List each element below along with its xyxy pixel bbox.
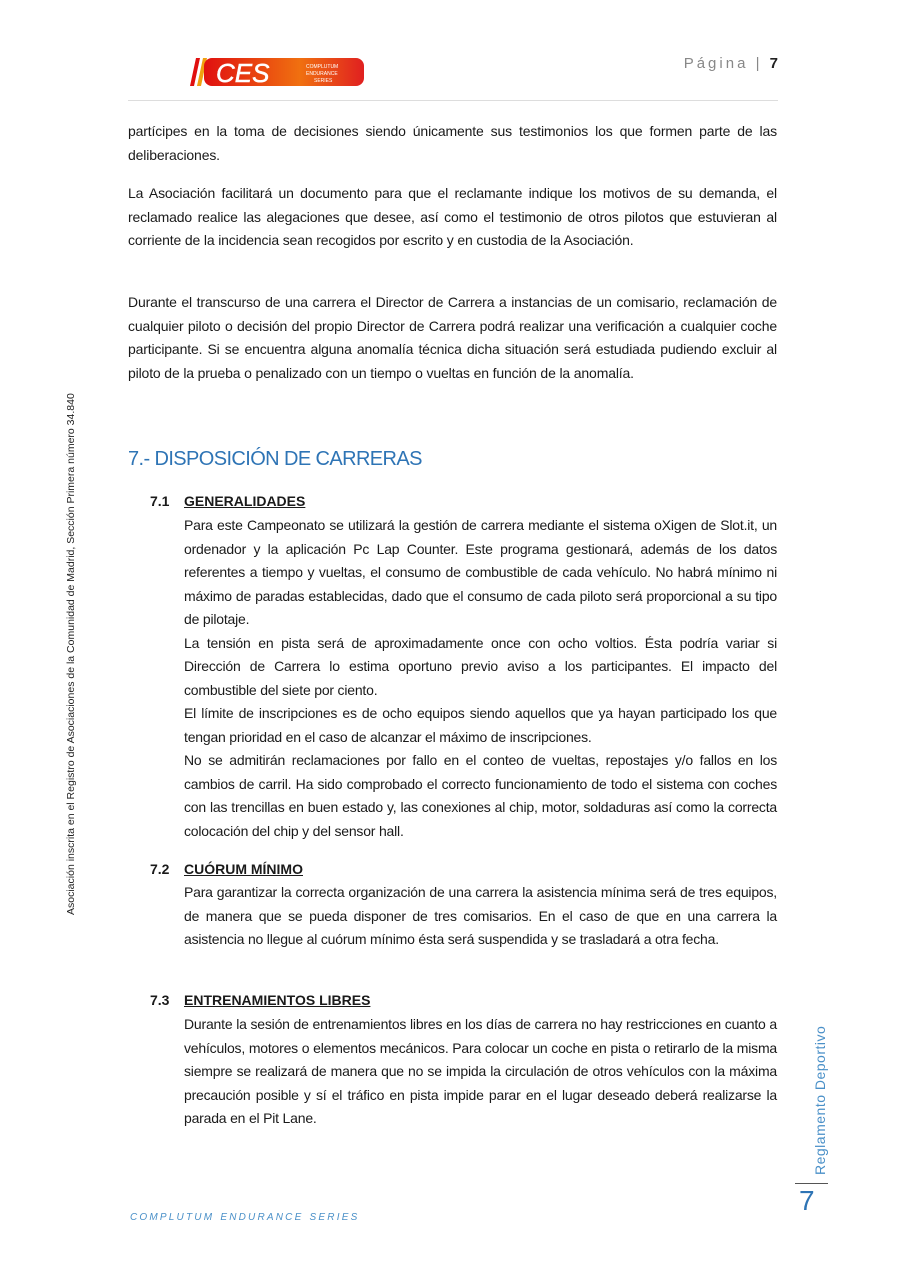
- subsection-title: ENTRENAMIENTOS LIBRES: [184, 992, 371, 1008]
- side-registry-text: Asociación inscrita en el Registro de Asociaciones de la Comunidad de Madrid, Sección Primera número 34.840: [65, 393, 77, 915]
- subsection-title: GENERALIDADES: [184, 493, 306, 509]
- paragraph: El límite de inscripciones es de ocho equipos siendo aquellos que ya hayan participado los que tengan prioridad en el caso de alcanzar el máximo de inscripciones.: [184, 705, 777, 745]
- vertical-label: Reglamento Deportivo: [812, 1025, 828, 1175]
- svg-text:SERIES: SERIES: [314, 78, 333, 84]
- footer-page-number: 7: [799, 1185, 815, 1216]
- page-label: Página: [683, 55, 749, 72]
- paragraph: Para este Campeonato se utilizará la gestión de carrera mediante el sistema oXigen de Slot.it, un ordenador y la aplicación Pc Lap Counter. Este programa gestionará, además de los datos referentes a tiempo y vueltas, el consumo de combustible de cada vehículo. No habrá mínimo ni máximo de paradas establecidas, dado que el consumo de cada piloto será proporcional a su tipo de pilotaje.: [184, 517, 777, 627]
- footer-divider: [795, 1183, 828, 1184]
- footer-series-name: complutum endurance series: [130, 1207, 360, 1223]
- ces-logo: [188, 56, 366, 88]
- subsection-number: 7.1: [150, 493, 170, 509]
- paragraph: partícipes en la toma de decisiones siendo únicamente sus testimonios los que formen parte de las deliberaciones.: [128, 123, 777, 163]
- paragraph: Durante el transcurso de una carrera el Director de Carrera a instancias de un comisario, reclamación de cualquier piloto o decisión del propio Director de Carrera podrá realizar una verificación a cualquier coche participante. Si se encuentra alguna anomalía técnica dicha situación será estudiada pudiendo excluir al piloto de la prueba o penalizado con un tiempo o vueltas en función de la anomalía.: [128, 294, 777, 381]
- subsection-heading: [150, 493, 305, 509]
- subsection-body: [0, 514, 777, 843]
- page-number: 7: [769, 55, 778, 72]
- page-indicator: Página | 7: [683, 55, 778, 72]
- subsection-title: CUÓRUM MÍNIMO: [184, 861, 303, 877]
- header-divider: [128, 100, 778, 101]
- subsection-number: 7.3: [150, 992, 170, 1008]
- subsection-number: 7.2: [150, 861, 170, 877]
- subsection-heading: [150, 861, 303, 877]
- paragraph: Para garantizar la correcta organización de una carrera la asistencia mínima será de tres equipos, de manera que se pueda disponer de tres comisarios. En el caso de que en una carrera la asistencia no llegue al cuórum mínimo ésta será suspendida y se trasladará a otra fecha.: [184, 884, 777, 947]
- svg-text:COMPLUTUM: COMPLUTUM: [306, 64, 339, 70]
- section-title: 7.- DISPOSICIÓN DE CARRERAS: [128, 448, 422, 470]
- subsection-heading: [150, 992, 370, 1008]
- paragraph: La Asociación facilitará un documento para que el reclamante indique los motivos de su demanda, el reclamado realice las alegaciones que desee, así como el testimonio de otros pilotos que estuvieran al corriente de la incidencia sean recogidos por escrito y en custodia de la Asociación.: [128, 185, 777, 248]
- svg-text:CES: CES: [216, 58, 270, 88]
- svg-text:ENDURANCE: ENDURANCE: [306, 71, 338, 77]
- paragraph: La tensión en pista será de aproximadamente once con ocho voltios. Ésta podría variar si Dirección de Carrera lo estima oportuno previo aviso a los participantes. El impacto del combustible del siete por ciento.: [184, 634, 777, 698]
- paragraph: No se admitirán reclamaciones por fallo en el conteo de vueltas, repostajes y/o fallos en los cambios de carril. Ha sido comprobado el correcto funcionamiento de todo el sistema con coches con las trencillas en buen estado y, las conexiones al chip, motor, soldaduras así como la correcta colocación del chip y del sensor hall.: [184, 752, 777, 839]
- paragraph: Durante la sesión de entrenamientos libres en los días de carrera no hay restricciones en cuanto a vehículos, motores o elementos mecánicos. Para colocar un coche en pista o retirarlo de la misma siempre se realizará de manera que no se impida la circulación de otros vehículos con la máxima precaución posible y sí el tráfico en pista impide parar en el lugar deseado deberá realizarse la parada en el Pit Lane.: [184, 1016, 777, 1126]
